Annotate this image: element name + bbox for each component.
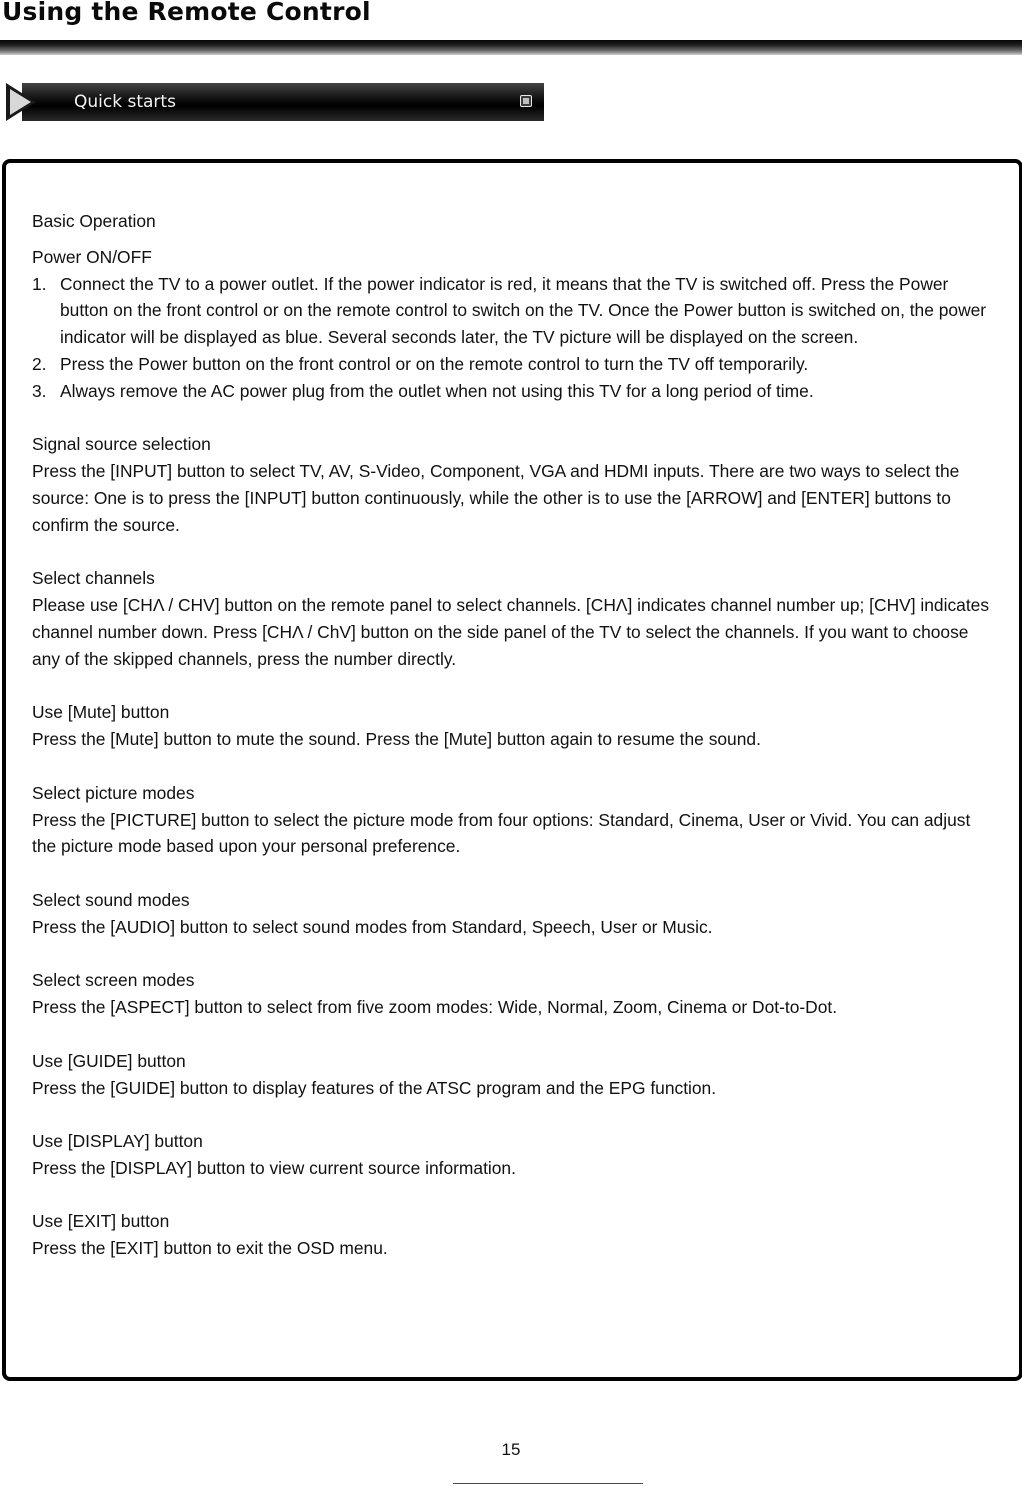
page-title: Using the Remote Control xyxy=(2,0,371,26)
section-text: Press the [INPUT] button to select TV, AV, S-Video, Component, VGA and HDMI inputs. There are two ways to select the source: One is to press the [INPUT] button continuously, while the other is to use the [ARROW] and [ENTER] buttons to confirm the source. xyxy=(32,461,960,535)
list-item xyxy=(32,378,997,405)
chevron-right-icon-highlight xyxy=(10,89,31,115)
section-text: Press the [AUDIO] button to select sound modes from Standard, Speech, User or Music. xyxy=(32,916,713,937)
section-signal-source xyxy=(32,431,997,538)
section-heading: Use [GUIDE] button xyxy=(32,1050,186,1071)
section-heading: Use [DISPLAY] button xyxy=(32,1131,203,1152)
power-steps-list xyxy=(32,271,997,405)
list-item xyxy=(32,351,997,378)
section-banner xyxy=(6,83,544,121)
footer-divider xyxy=(453,1483,643,1484)
section-text: Press the [EXIT] button to exit the OSD menu. xyxy=(32,1238,388,1259)
section-banner-body xyxy=(22,83,544,121)
section-text: Press the [GUIDE] button to display features of the ATSC program and the EPG function. xyxy=(32,1077,717,1098)
basic-operation-heading: Basic Operation xyxy=(32,211,156,231)
section-text: Press the [ASPECT] button to select from five zoom modes: Wide, Normal, Zoom, Cinema or Dot-to-Dot. xyxy=(32,997,838,1018)
list-item-number: 1. xyxy=(32,273,47,294)
section-text: Press the [Mute] button to mute the sound. Press the [Mute] button again to resume the sound. xyxy=(32,729,761,750)
section-guide xyxy=(32,1048,997,1102)
section-select-channels xyxy=(32,565,997,672)
section-text: Press the [PICTURE] button to select the picture mode from four options: Standard, Cinema, User or Vivid. You can adjust the picture mode based upon your personal preference. xyxy=(32,809,971,857)
section-heading: Select picture modes xyxy=(32,782,195,803)
section-text: Press the [DISPLAY] button to view current source information. xyxy=(32,1157,516,1178)
content-panel xyxy=(2,159,1022,1381)
content-body xyxy=(32,208,997,1262)
page-number: 15 xyxy=(501,1440,521,1459)
section-banner-label: Quick starts xyxy=(74,92,176,112)
list-item xyxy=(32,271,997,351)
list-item-text: Connect the TV to a power outlet. If the power indicator is red, it means that the TV is switched off. Press the Power button on the front control or on the remote control to switch on the TV. Once the Power button is switched on, the power indicator will be displayed as blue. Several seconds later, the TV picture will be displayed on the screen. xyxy=(60,273,987,348)
section-text: Please use [CHΛ / CHV] button on the remote panel to select channels. [CHΛ] indicates channel number up; [CHV] indicates channel number down. Press [CHΛ / ChV] button on the side panel of the TV to select the channels. If you want to choose any of the skipped channels, press the number directly. xyxy=(32,595,990,669)
section-display xyxy=(32,1128,997,1182)
section-heading: Select sound modes xyxy=(32,889,190,910)
list-item-number: 3. xyxy=(32,380,47,401)
section-sound-modes xyxy=(32,887,997,941)
section-exit xyxy=(32,1208,997,1262)
section-heading: Use [EXIT] button xyxy=(32,1211,170,1232)
section-screen-modes xyxy=(32,967,997,1021)
power-heading: Power ON/OFF xyxy=(32,246,152,267)
square-icon xyxy=(520,95,532,107)
title-underline-bar xyxy=(0,40,1022,55)
section-heading: Signal source selection xyxy=(32,434,211,455)
list-item-text: Press the Power button on the front control or on the remote control to turn the TV off temporarily. xyxy=(60,353,809,374)
section-picture-modes xyxy=(32,780,997,860)
section-heading: Use [Mute] button xyxy=(32,702,170,723)
list-item-text: Always remove the AC power plug from the outlet when not using this TV for a long period of time. xyxy=(60,380,814,401)
section-mute xyxy=(32,699,997,753)
section-heading: Select screen modes xyxy=(32,970,195,991)
list-item-number: 2. xyxy=(32,353,47,374)
section-heading: Select channels xyxy=(32,568,155,589)
